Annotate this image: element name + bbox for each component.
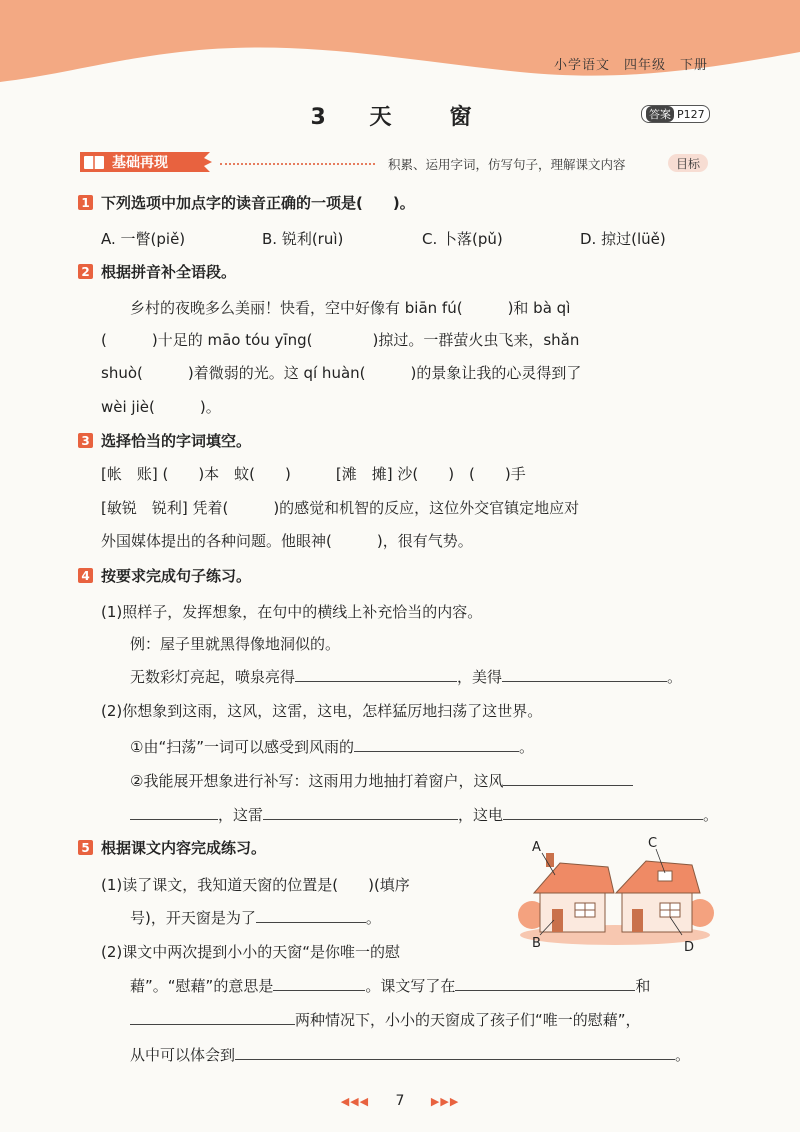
- header-band: [0, 0, 800, 95]
- q4-fill1-b: ，美得: [457, 668, 503, 686]
- answer-blank[interactable]: [256, 908, 366, 923]
- q5-number: 5: [78, 840, 93, 855]
- answer-blank[interactable]: [354, 737, 519, 752]
- q4-c3: [130, 804, 718, 825]
- q5-l4-a: 藉”。“慰藉”的意思是: [130, 977, 274, 995]
- q5-text: 根据课文内容完成练习。: [101, 839, 267, 857]
- section-label: 基础再现: [112, 155, 168, 171]
- q5-l2-b: 。: [365, 909, 381, 927]
- page-number: 7: [395, 1093, 405, 1109]
- answer-blank[interactable]: [503, 771, 633, 786]
- next-arrows-icon: ▶▶▶: [430, 1095, 460, 1108]
- q4-c2: [130, 770, 633, 791]
- q4-fill1: [130, 666, 682, 687]
- q4-c3-a: ，这雷: [218, 806, 264, 824]
- q4-c3-b: ，这电: [458, 806, 504, 824]
- q3-text: 选择恰当的字词填空。: [101, 432, 252, 450]
- q2-text: 根据拼音补全语段。: [101, 263, 237, 281]
- q4-c1: [130, 736, 534, 757]
- q1-option-a: A. 一瞥(piě): [101, 230, 186, 248]
- q5-l3: (2)课文中两次提到小小的天窗“是你唯一的慰: [101, 943, 401, 961]
- q1-option-c: C. 卜落(pǔ): [422, 230, 503, 248]
- q5-l6: [130, 1044, 690, 1065]
- q4-sub2: (2)你想象到这雨，这风，这雷，这电，怎样猛厉地扫荡了这世界。: [101, 702, 543, 720]
- answer-label: 答案: [646, 106, 674, 122]
- q2-line: ( )十足的 māo tóu yīng( )掠过。一群萤火虫飞来，shǎn: [101, 331, 580, 349]
- label-d: D: [684, 940, 695, 955]
- label-a: A: [532, 840, 541, 855]
- q4-fill1-a: 无数彩灯亮起，喷泉亮得: [130, 668, 296, 686]
- q4-c1-b: 。: [519, 738, 535, 756]
- q1-option-d: D. 掠过(lüě): [580, 230, 666, 248]
- q4-fill1-c: 。: [667, 668, 683, 686]
- q5-l5: [130, 1009, 641, 1030]
- q2-line: 乡村的夜晚多么美丽！快看，空中好像有 biān fú( )和 bà qì: [130, 299, 571, 317]
- q3-number: 3: [78, 433, 93, 448]
- q5-l4: [130, 975, 650, 996]
- q5-l1: (1)读了课文，我知道天窗的位置是( )(填序: [101, 876, 410, 894]
- answer-blank[interactable]: [263, 805, 458, 820]
- q1-text: 下列选项中加点字的读音正确的一项是( )。: [101, 194, 415, 212]
- answer-blank[interactable]: [502, 667, 667, 682]
- label-b: B: [532, 936, 541, 951]
- q4-c1-a: ①由“扫荡”一词可以感受到风雨的: [130, 738, 354, 756]
- section-divider: [220, 163, 375, 165]
- q1-number: 1: [78, 195, 93, 210]
- lesson-title: 3 天 窗: [310, 105, 490, 130]
- houses-illustration: [510, 835, 720, 955]
- q5-l4-c: 和: [635, 977, 651, 995]
- answer-blank[interactable]: [295, 667, 457, 682]
- q5-l4-b: 。课文写了在: [365, 977, 456, 995]
- house-right: [616, 861, 700, 932]
- q5-l6-b: 。: [675, 1046, 691, 1064]
- q2-line: shuò( )着微弱的光。这 qí huàn( )的景象让我的心灵得到了: [101, 364, 582, 382]
- q2-line: wèi jiè( )。: [101, 398, 221, 416]
- answer-blank[interactable]: [273, 976, 365, 991]
- goal-badge: 目标: [668, 154, 708, 172]
- q4-c3-c: 。: [703, 806, 719, 824]
- answer-blank[interactable]: [130, 1010, 295, 1025]
- q3-line: [敏锐 锐利] 凭着( )的感觉和机智的反应，这位外交官镇定地应对: [101, 499, 580, 517]
- page-footer: [0, 1093, 800, 1109]
- answer-reference: [641, 105, 710, 123]
- q5-l2: [130, 907, 381, 928]
- prev-arrows-icon: ◀◀◀: [340, 1095, 370, 1108]
- q4-number: 4: [78, 568, 93, 583]
- q1-option-b: B. 锐利(ruì): [262, 230, 344, 248]
- header-text: 小学语文 四年级 下册: [553, 58, 708, 73]
- answer-blank[interactable]: [235, 1045, 675, 1060]
- answer-blank[interactable]: [130, 805, 218, 820]
- q5-l2-a: 号)，开天窗是为了: [130, 909, 256, 927]
- q4-text: 按要求完成句子练习。: [101, 567, 252, 585]
- label-c: C: [648, 836, 658, 851]
- q3-line: 外国媒体提出的各种问题。他眼神( )，很有气势。: [101, 532, 473, 550]
- answer-blank[interactable]: [455, 976, 635, 991]
- q2-number: 2: [78, 264, 93, 279]
- q4-sub1: (1)照样子，发挥想象，在句中的横线上补充恰当的内容。: [101, 603, 483, 621]
- house-left: [534, 853, 614, 932]
- q4-c2-text: ②我能展开想象进行补写：这雨用力地抽打着窗户，这风: [130, 772, 504, 790]
- q5-l5-text: 两种情况下，小小的天窗成了孩子们“唯一的慰藉”，: [295, 1011, 641, 1029]
- q3-line: [帐 账] ( )本 蚊( ) [滩 摊] 沙( ) ( )手: [101, 465, 526, 483]
- answer-page: P127: [677, 107, 705, 121]
- q4-example: 例：屋子里就黑得像地洞似的。: [130, 635, 341, 653]
- section-desc: 积累、运用字词，仿写句子，理解课文内容: [388, 157, 626, 172]
- q5-l6-a: 从中可以体会到: [130, 1046, 236, 1064]
- answer-blank[interactable]: [503, 805, 703, 820]
